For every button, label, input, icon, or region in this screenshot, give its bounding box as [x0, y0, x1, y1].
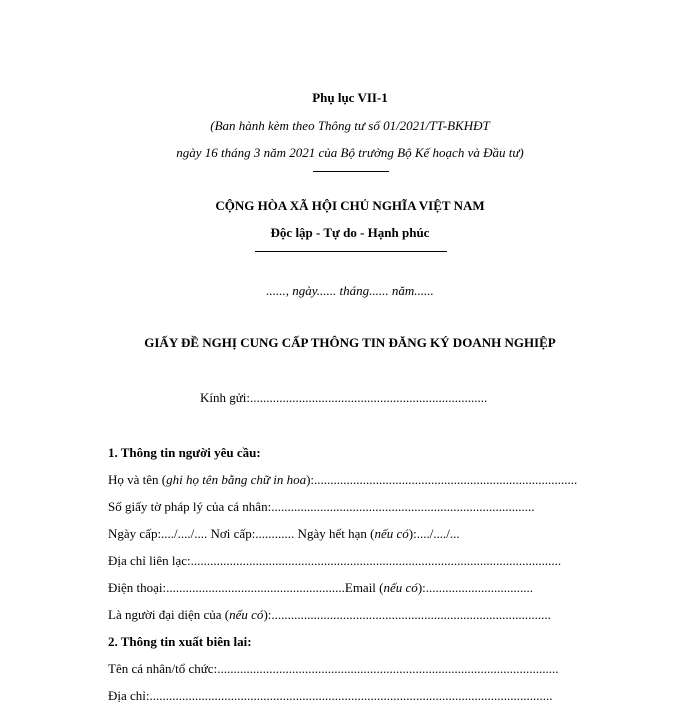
receipt-address-field: Địa chỉ:............................................................................................................................ [108, 688, 553, 703]
issue-date-dots: ):..../..../... [408, 526, 460, 541]
requester-name-label: Họ và tên ( [108, 472, 167, 487]
email-hint: nếu có [383, 580, 418, 595]
requester-name-hint: ghi họ tên bằng chữ in hoa [166, 472, 307, 487]
appendix-label: Phụ lục VII-1 [312, 90, 388, 105]
receipt-name-field: Tên cá nhân/tổ chức:......................................................................................................... [108, 661, 559, 676]
representative-field [108, 607, 618, 623]
phone-label: Điện thoại:.......................................................Email ( [108, 580, 384, 595]
national-motto: Độc lập - Tự do - Hạnh phúc [270, 225, 430, 240]
issue-date-hint: nếu có [374, 526, 409, 541]
contact-address-field: Địa chỉ liên lạc:.................................................................................................................. [108, 553, 562, 568]
requester-name-field [108, 472, 618, 488]
issued-line-2: ngày 16 tháng 3 năm 2021 của Bộ trưởng Bộ Kế hoạch và Đầu tư) [176, 145, 524, 160]
section1-heading: 1. Thông tin người yêu cầu: [108, 445, 261, 460]
section2-heading: 2. Thông tin xuất biên lai: [108, 634, 252, 649]
document-title: GIẤY ĐỀ NGHỊ CUNG CẤP THÔNG TIN ĐĂNG KÝ DOANH NGHIỆP [144, 335, 556, 350]
issued-line-1: (Ban hành kèm theo Thông tư số 01/2021/TT-BKHĐT [210, 118, 490, 133]
email-dots: ):................................. [417, 580, 534, 595]
issue-date-label: Ngày cấp:..../..../.... Nơi cấp:............ Ngày hết hạn ( [108, 526, 375, 541]
date-line: ......, ngày...... tháng...... năm...... [266, 283, 434, 298]
issue-date-field [108, 526, 618, 542]
requester-name-dots: ):................................................................................. [306, 472, 578, 487]
motto-underline [255, 251, 447, 252]
representative-dots: ):...................................................................................... [263, 607, 551, 622]
header-divider [313, 171, 389, 172]
country-name: CỘNG HÒA XÃ HỘI CHỦ NGHĨA VIỆT NAM [215, 198, 485, 213]
recipient-line: Kính gửi:......................................................................... [200, 390, 488, 405]
representative-hint: nếu có [229, 607, 264, 622]
id-document-field: Số giấy tờ pháp lý của cá nhân:................................................................................. [108, 499, 535, 514]
phone-email-field [108, 580, 618, 596]
representative-label: Là người đại diện của ( [108, 607, 230, 622]
